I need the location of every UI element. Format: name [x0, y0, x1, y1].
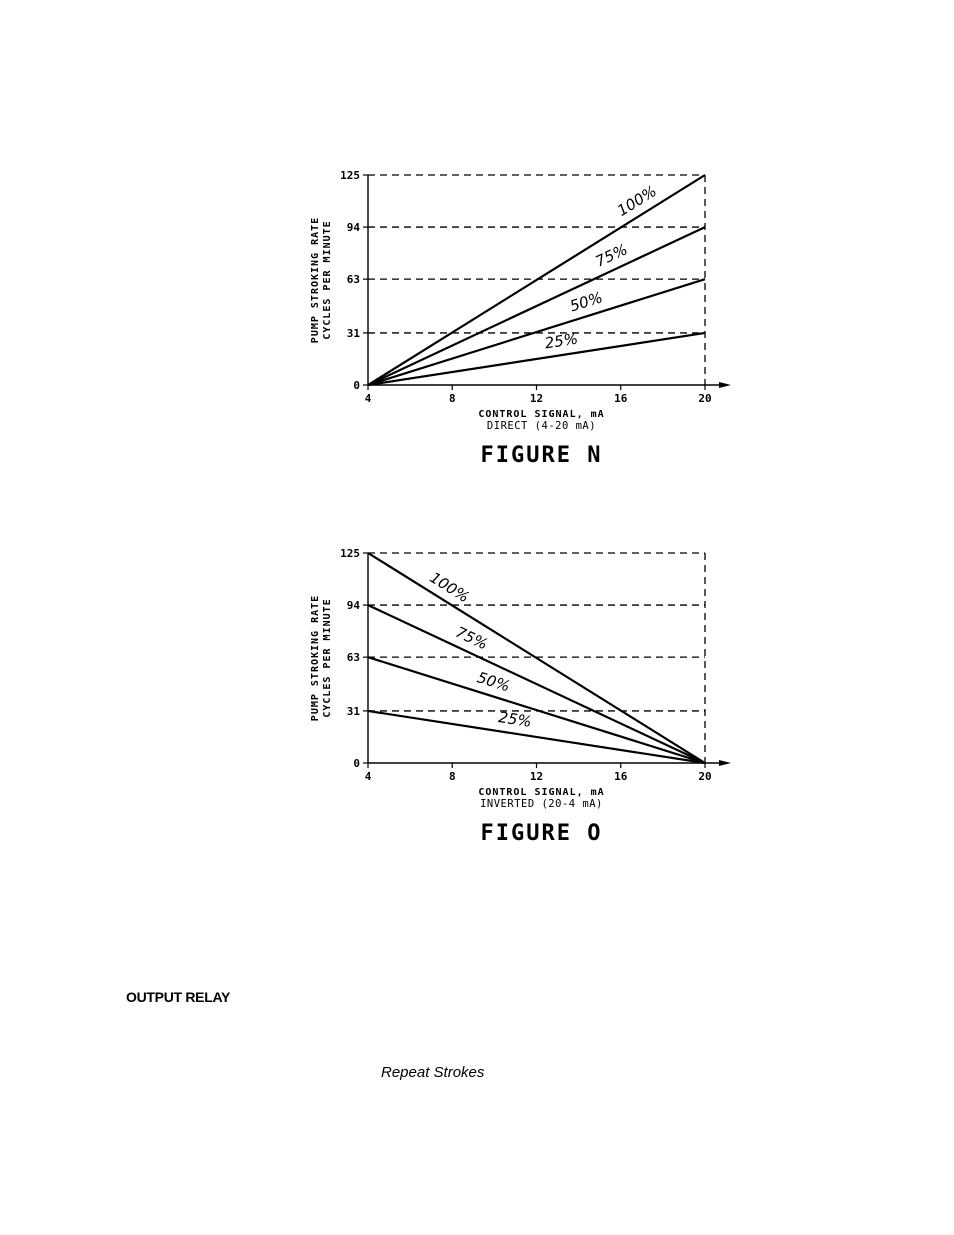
y-axis-label-2: CYCLES PER MINUTE [322, 220, 333, 340]
series-label-1: 75% [592, 240, 631, 271]
x-tick-label-0: 4 [364, 392, 372, 405]
x-tick-label-2: 12 [529, 392, 544, 405]
x-tick-label-4: 20 [698, 392, 712, 405]
x-axis-arrow [719, 382, 731, 388]
x-axis-label: CONTROL SIGNAL, mA [478, 409, 605, 420]
series-label-3: 25% [543, 329, 580, 353]
series-label-1: 75% [452, 622, 491, 654]
y-tick-label-2: 63 [346, 651, 360, 665]
x-axis-subtitle: INVERTED (20-4 mA) [480, 798, 603, 810]
section-heading-output-relay: OUTPUT RELAY [126, 989, 231, 1005]
series-label-3: 25% [497, 708, 533, 731]
series-line-1 [368, 227, 705, 385]
figure-n-svg [300, 160, 740, 490]
series-label-2: 50% [474, 668, 513, 696]
x-axis-subtitle: DIRECT (4-20 mA) [486, 420, 597, 432]
series-label-2: 50% [567, 288, 605, 316]
x-tick-label-1: 8 [448, 392, 456, 405]
series-line-0 [368, 175, 705, 385]
series-line-3 [368, 711, 705, 763]
figure-title: FIGURE N [480, 443, 603, 468]
y-tick-label-0: 0 [353, 757, 360, 770]
y-tick-label-0: 0 [353, 379, 360, 392]
x-tick-label-4: 20 [698, 770, 712, 783]
figure-n-chart [300, 160, 740, 490]
x-tick-label-1: 8 [448, 770, 456, 783]
x-tick-label-2: 12 [529, 770, 544, 783]
figure-o-chart [300, 538, 740, 868]
x-tick-label-3: 16 [614, 770, 628, 783]
series-line-2 [368, 279, 705, 385]
series-line-3 [368, 333, 705, 385]
series-line-1 [368, 605, 705, 763]
y-tick-label-3: 94 [346, 221, 360, 235]
series-line-2 [368, 657, 705, 763]
x-axis-arrow [719, 760, 731, 766]
y-axis-label-2: CYCLES PER MINUTE [322, 598, 333, 718]
series-line-0 [368, 553, 705, 763]
y-tick-label-2: 63 [346, 273, 360, 287]
y-tick-label-1: 31 [346, 704, 360, 718]
y-tick-label-3: 94 [346, 599, 360, 613]
series-label-0: 100% [426, 568, 473, 607]
x-axis-label: CONTROL SIGNAL, mA [478, 787, 605, 798]
x-tick-label-3: 16 [614, 392, 628, 405]
x-tick-label-0: 4 [364, 770, 372, 783]
y-tick-label-4: 125 [340, 169, 360, 182]
y-tick-label-4: 125 [340, 547, 360, 560]
series-label-0: 100% [613, 181, 660, 220]
figure-title: FIGURE O [480, 821, 603, 846]
y-axis-label: PUMP STROKING RATE [310, 594, 321, 722]
figure-o-svg [300, 538, 740, 868]
repeat-strokes-text: Repeat Strokes [381, 1064, 485, 1081]
y-tick-label-1: 31 [346, 326, 360, 340]
y-axis-label: PUMP STROKING RATE [310, 216, 321, 344]
